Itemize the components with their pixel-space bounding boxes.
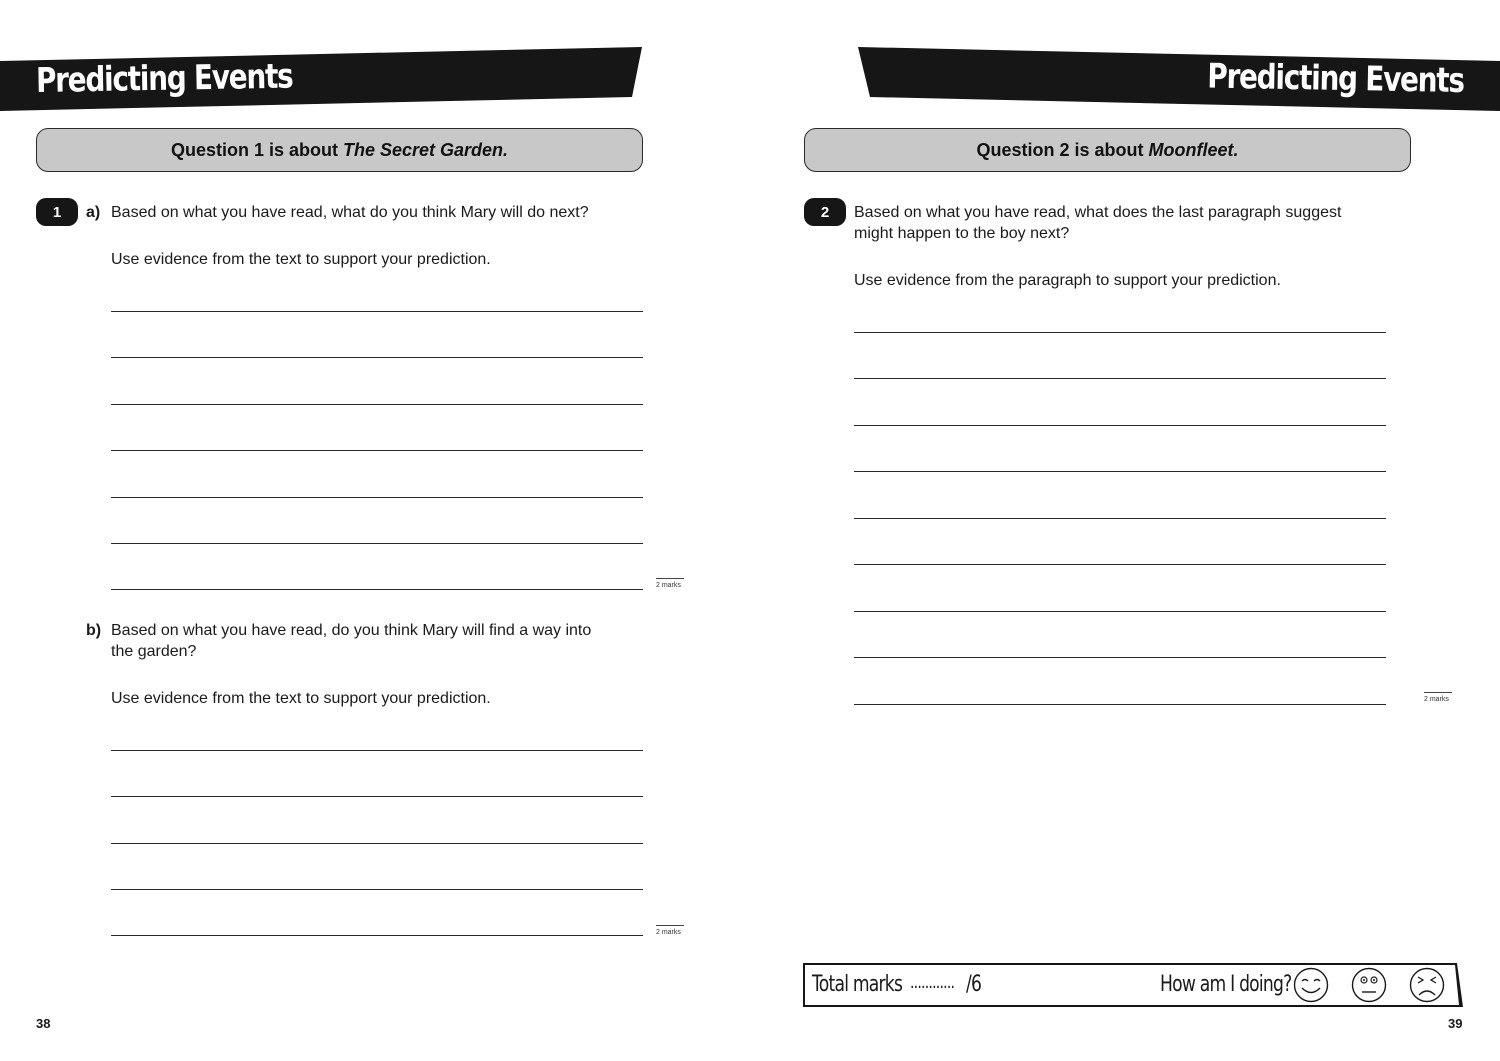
question-1-intro-prefix: Question 1 is about (170, 139, 338, 160)
total-marks-dots[interactable]: ............ (910, 972, 955, 993)
answer-line[interactable] (111, 404, 643, 405)
answer-line[interactable] (854, 611, 1386, 612)
part-b-instruction: Use evidence from the text to support your prediction. (111, 690, 491, 707)
left-page-number: 38 (36, 1016, 51, 1031)
question-1-intro-book-title: The Secret Garden. (342, 139, 509, 160)
answer-line[interactable] (111, 497, 643, 498)
part-a-question-text: Based on what you have read, what do you think Mary will do next? (111, 204, 589, 221)
answer-line[interactable] (111, 357, 643, 358)
answer-line[interactable] (111, 543, 643, 544)
answer-line[interactable] (854, 425, 1386, 426)
answer-line[interactable] (854, 471, 1386, 472)
part-b-question-text-line1: Based on what you have read, do you think Mary will find a way into (111, 622, 592, 639)
question-2-intro-book-title: Moonfleet. (1148, 139, 1239, 160)
how-am-i-doing-label: How am I doing? (1160, 972, 1292, 997)
answer-line[interactable] (854, 332, 1386, 333)
answer-line[interactable] (111, 589, 643, 590)
answer-line[interactable] (111, 311, 643, 312)
answer-line[interactable] (111, 889, 643, 890)
answer-line[interactable] (111, 843, 643, 844)
question-2-instruction: Use evidence from the paragraph to support your prediction. (854, 272, 1281, 289)
part-a-marks-box: 2 marks (656, 578, 684, 589)
answer-line[interactable] (111, 450, 643, 451)
answer-line[interactable] (854, 518, 1386, 519)
left-page-title: Predicting Events (35, 56, 293, 101)
part-b-label: b) (86, 622, 102, 639)
question-2-text-line1: Based on what you have read, what does the last paragraph suggest (854, 204, 1342, 221)
answer-line[interactable] (111, 750, 643, 751)
answer-line[interactable] (854, 704, 1386, 705)
question-1-badge: 1 (36, 198, 78, 226)
question-1-intro-box (36, 128, 643, 172)
question-2-text-line2: might happen to the boy next? (854, 225, 1070, 242)
neutral-face-icon[interactable] (1351, 967, 1387, 1003)
question-2-marks-box: 2 marks (1424, 692, 1452, 703)
right-page-number: 39 (1448, 1016, 1463, 1031)
sad-face-icon[interactable] (1409, 967, 1445, 1003)
happy-face-icon[interactable] (1293, 967, 1329, 1003)
part-b-question-text-line2: the garden? (111, 643, 197, 660)
question-2-badge: 2 (804, 198, 846, 226)
answer-line[interactable] (854, 378, 1386, 379)
question-2-intro-box (804, 128, 1411, 172)
total-marks-out-of: /6 (966, 972, 982, 997)
total-marks-label: Total marks (812, 972, 903, 997)
answer-line[interactable] (854, 657, 1386, 658)
answer-line[interactable] (111, 935, 643, 936)
answer-line[interactable] (111, 796, 643, 797)
part-a-instruction: Use evidence from the text to support your prediction. (111, 251, 491, 268)
part-b-marks-box: 2 marks (656, 925, 684, 936)
answer-line[interactable] (854, 564, 1386, 565)
right-page-title: Predicting Events (1207, 56, 1465, 101)
part-a-label: a) (86, 204, 101, 221)
question-2-intro-prefix: Question 2 is about (976, 139, 1144, 160)
